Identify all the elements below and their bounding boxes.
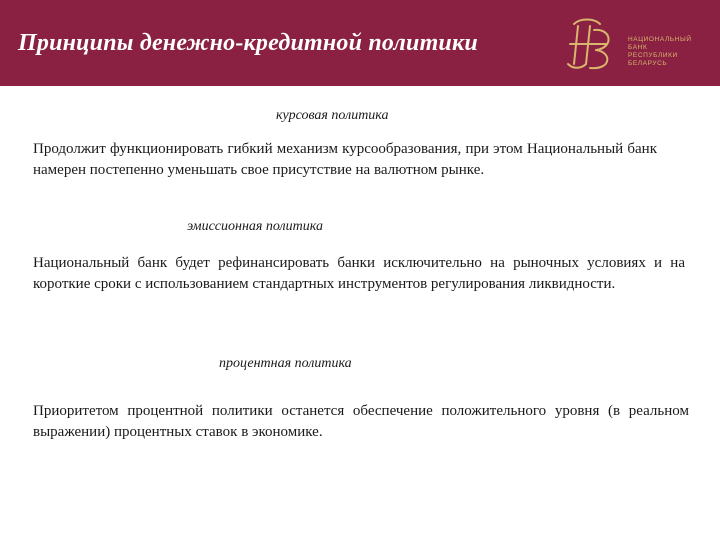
national-bank-logo xyxy=(560,14,710,74)
section-text-interest: Приоритетом процентной политики останется обеспечение положительного уровня (в реальном выражении) процентных ставок в экономике. xyxy=(33,403,689,440)
slide-header xyxy=(0,0,720,86)
section-text-exchange: Продолжит функционировать гибкий механизм курсообразования, при этом Национальный банк намерен постепенно уменьшать свое присутствие на валютном рынке. xyxy=(33,141,657,178)
national-bank-monogram-icon xyxy=(560,14,624,74)
section-text-emission: Национальный банк будет рефинансировать банки исключительно на рыночных условиях и на короткие сроки с использованием стандартных инструментов регулирования ликвидности. xyxy=(33,255,685,292)
section-label-interest: процентная политика xyxy=(219,356,352,371)
logo-caption: НАЦИОНАЛЬНЫЙ БАНК РЕСПУБЛИКИ БЕЛАРУСЬ xyxy=(628,36,692,67)
section-label-exchange: курсовая политика xyxy=(276,108,389,123)
slide-title: Принципы денежно-кредитной политики xyxy=(18,30,478,56)
section-label-emission: эмиссионная политика xyxy=(187,219,323,234)
